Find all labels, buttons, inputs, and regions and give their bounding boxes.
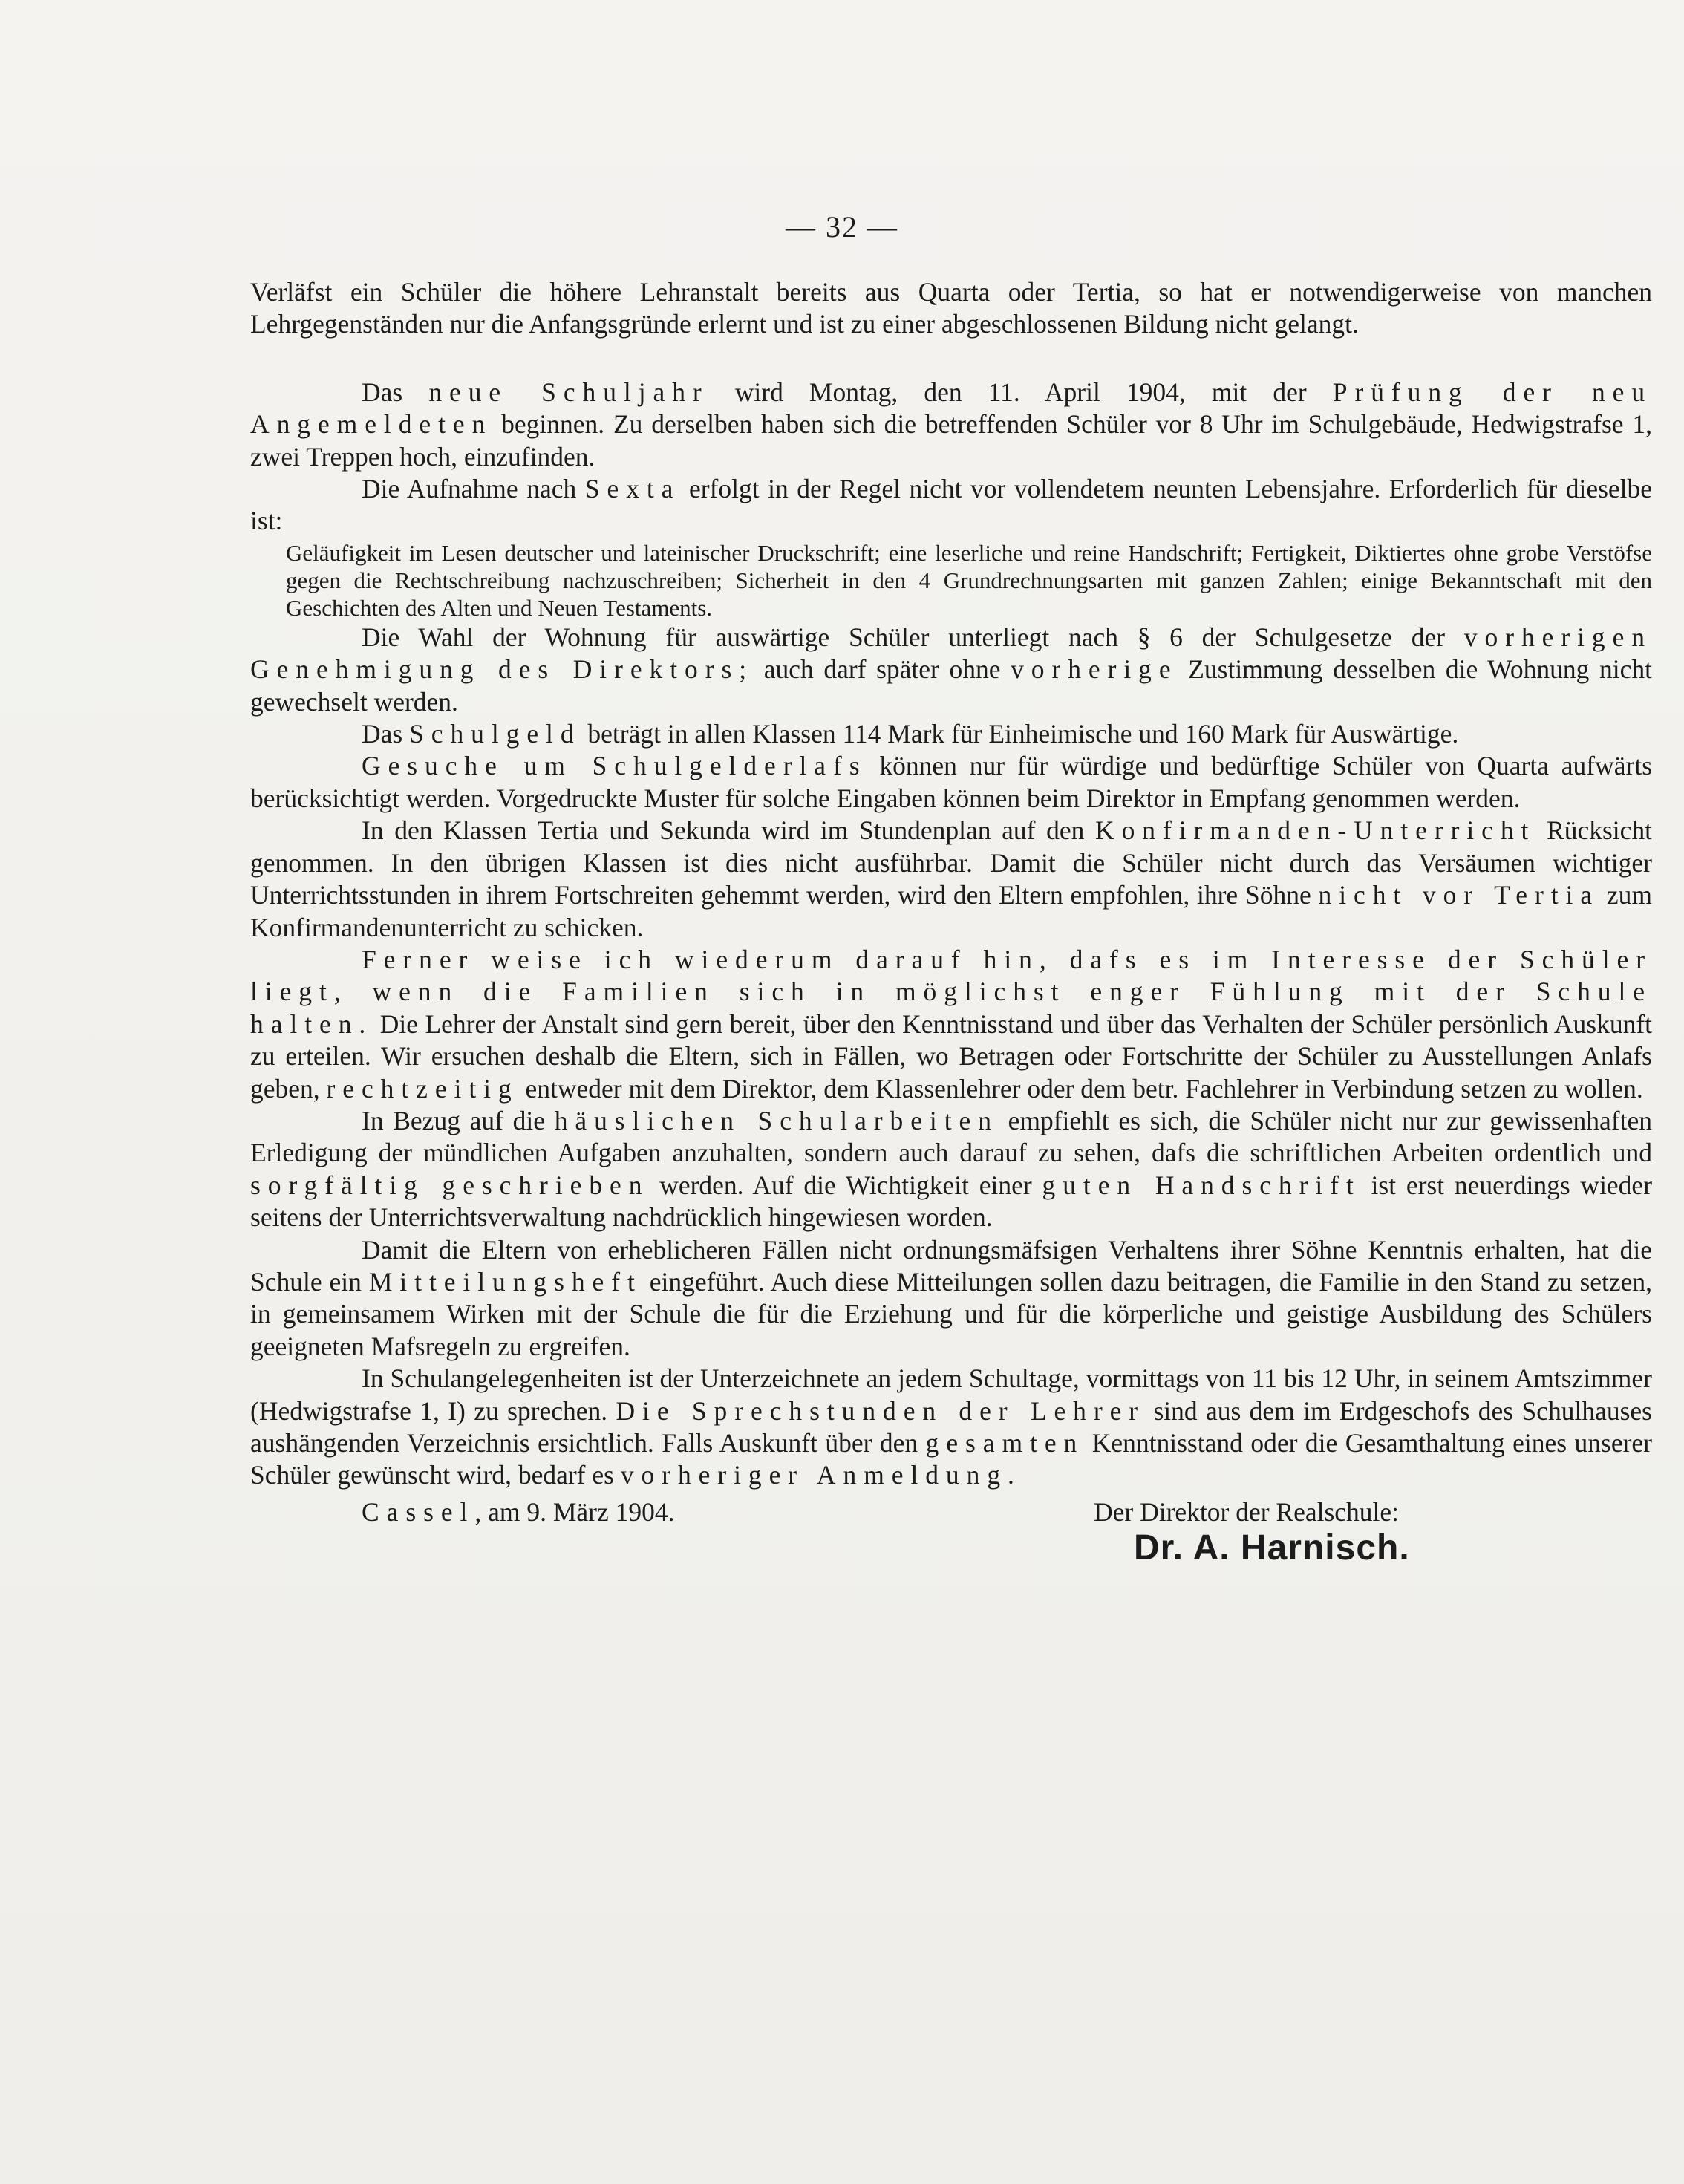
paragraph-admission: Die Aufnahme nach Sexta erfolgt in der Regel nicht vor vollendetem neunten Lebensjahre. Erforderlich für dieselbe ist: <box>250 474 1653 536</box>
admission-requirements: Geläufigkeit im Lesen deutscher und lateinischer Druckschrift; eine leserliche und reine Handschrift; Fertigkeit, Diktiertes ohne grobe Verstöfse gegen die Rechtschreibung nachzuschreiben; Sicherheit in den 4 Grundrechnungsarten mit ganzen Zahlen; einige Bekanntschaft mit den Geschichten des Alten und Neuen Testaments. <box>286 539 1652 621</box>
paragraph-fee-waiver: Gesuche um Schulgelderlafs können nur für würdige und bedürftige Schüler von Quarta aufwärts berücksichtigt werden. Vorgedruckte Muster für solche Eingaben können beim Direktor in Empfang genommen werden. <box>250 751 1653 813</box>
body-text <box>250 276 1652 1578</box>
signoff <box>250 1496 1652 1578</box>
signatory-name: Dr. A. Harnisch. <box>1134 1528 1410 1568</box>
paragraph-leaving-school: Verläfst ein Schüler die höhere Lehranstalt bereits aus Quarta oder Tertia, so hat er notwendigerweise von manchen Lehrgegenständen nur die Anfangsgründe erlernt und ist zu einer abgeschlossenen Bildung nicht gelangt. <box>250 277 1652 339</box>
signatory-title: Der Direktor der Realschule: <box>1094 1496 1400 1527</box>
paragraph-homework: In Bezug auf die häuslichen Schularbeiten empfiehlt es sich, die Schüler nicht nur zur gewissenhaften Erledigung der mündlichen Aufgaben anzuhalten, sondern auch darauf zu sehen, dafs die schriftlichen Arbeiten ordentlich und sorgfältig geschrieben werden. Auf die Wichtigkeit einer guten Handschrift ist erst neuerdings wieder seitens der Unterrichtsverwaltung nachdrücklich hingewiesen worden. <box>250 1105 1653 1233</box>
place-date: Cassel, am 9. März 1904. <box>362 1496 675 1527</box>
paragraph-confirmation: In den Klassen Tertia und Sekunda wird im Stundenplan auf den Konfirmanden-Unterricht Rücksicht genommen. In den übrigen Klassen ist dies nicht ausführbar. Damit die Schüler nicht durch das Versäumen wichtiger Unterrichtsstunden in ihrem Fortschreiten gehemmt werden, wird den Eltern empfohlen, ihre Söhne nicht vor Tertia zum Konfirmandenunterricht zu schicken. <box>250 815 1652 942</box>
paragraph-office-hours: In Schulangelegenheiten ist der Unterzeichnete an jedem Schultage, vormittags von 11 bis 12 Uhr, in seinem Amtszimmer (Hedwigstrafse 1, I) zu sprechen. Die Sprechstunden der Lehrer sind aus dem im Erdgeschofs des Schulhauses aushängenden Verzeichnis ersichtlich. Falls Auskunft über den gesamten Kenntnisstand oder die Gesamthaltung eines unserer Schüler gewünscht wird, bedarf es vorheriger Anmeldung. <box>250 1363 1653 1490</box>
paragraph-school-year: Das neue Schuljahr wird Montag, den 11. April 1904, mit der Prüfung der neu Angemeldeten beginnen. Zu derselben haben sich die betreffenden Schüler vor 8 Uhr im Schulgebäude, Hedwigstrafse 1, zwei Treppen hoch, einzufinden. <box>250 377 1653 472</box>
paragraph-school-fee: Das Schulgeld beträgt in allen Klassen 114 Mark für Einheimische und 160 Mark für Auswärtige. <box>362 719 1459 749</box>
page-number: — 32 — <box>786 210 898 244</box>
paragraph-housing: Die Wahl der Wohnung für auswärtige Schüler unterliegt nach § 6 der Schulgesetze der vorherigen Genehmigung des Direktors; auch darf später ohne vorherige Zustimmung desselben die Wohnung nicht gewechselt werden. <box>250 622 1653 717</box>
paragraph-notification-booklet: Damit die Eltern von erheblicheren Fällen nicht ordnungsmäfsigen Verhaltens ihrer Söhne Kenntnis erhalten, hat die Schule ein Mitteilungsheft eingeführt. Auch diese Mitteilungen sollen dazu beitragen, die Familie in den Stand zu setzen, in gemeinsamem Wirken mit der Schule die für die Erziehung und für die körperliche und geistige Ausbildung des Schülers geeigneten Mafsregeln zu ergreifen. <box>250 1234 1653 1361</box>
paragraph-family-contact: Ferner weise ich wiederum darauf hin, dafs es im Interesse der Schüler liegt, wenn die Familien sich in möglichst enger Fühlung mit der Schule halten. Die Lehrer der Anstalt sind gern bereit, über den Kenntnisstand und über das Verhalten der Schüler persönlich Auskunft zu erteilen. Wir ersuchen deshalb die Eltern, sich in Fällen, wo Betragen oder Fortschritte der Schüler zu Ausstellungen Anlafs geben, rechtzeitig entweder mit dem Direktor, dem Klassenlehrer oder dem betr. Fachlehrer in Verbindung setzen zu wollen. <box>250 944 1653 1104</box>
